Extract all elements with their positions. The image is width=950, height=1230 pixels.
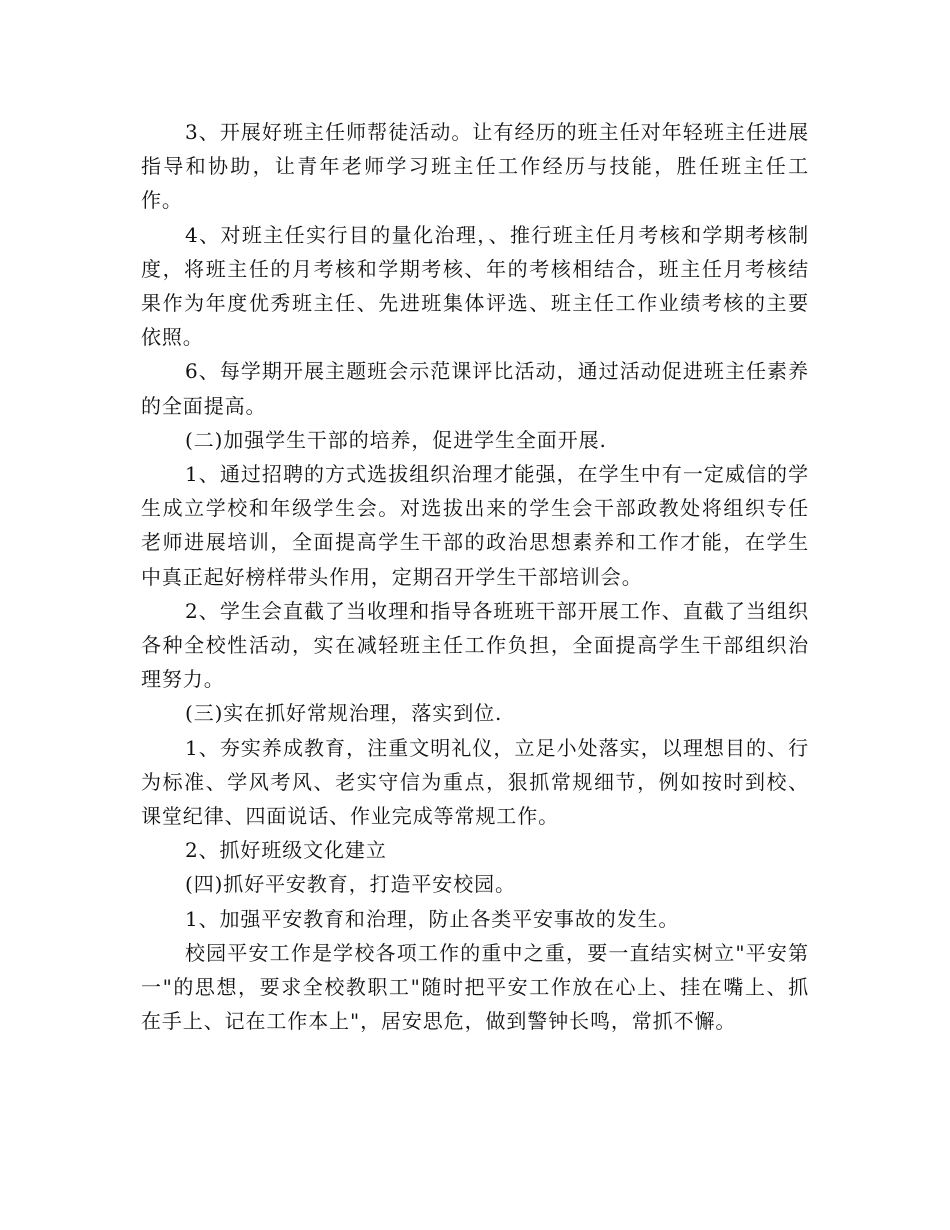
paragraph-student-union-selection: 1、通过招聘的方式选拔组织治理才能强，在学生中有一定威信的学生成立学校和年级学生会。对选拔出来的学生会干部政教处将组织专任老师进展培训，全面提高学生干部的政治思想素养和工作才能，在学生中真正起好榜样带头作用，定期召开学生干部培训会。 — [141, 462, 809, 589]
section-heading-routine-management: (三)实在抓好常规治理，落实到位. — [185, 701, 503, 726]
paragraph-quantified-management: 4、对班主任实行目的量化治理，、推行班主任月考核和学期考核制度，将班主任的月考核和学期考核、年的考核相结合，班主任月考核结果作为年度优秀班主任、先进班集体评选、班主任工作业绩考核的主要依照。 — [141, 222, 809, 350]
paragraph-safety-management: 1、加强平安教育和治理，防止各类平安事故的发生。 — [185, 906, 680, 931]
paragraph-class-culture: 2、抓好班级文化建立 — [185, 838, 387, 863]
paragraph-campus-safety: 校园平安工作是学校各项工作的重中之重，要一直结实树立"平安第一"的思想，要求全校教职工"随时把平安工作放在心上、挂在嘴上、抓在手上、记在工作本上"，居安思危，做到警钟长鸣，常抓不懈。 — [141, 940, 809, 1034]
section-heading-student-leaders: (二)加强学生干部的培养，促进学生全面开展. — [185, 427, 607, 452]
paragraph-class-meeting-contest: 6、每学期开展主题班会示范课评比活动，通过活动促进班主任素养的全面提高。 — [141, 359, 809, 418]
section-heading-safety-education: (四)抓好平安教育，打造平安校园。 — [185, 872, 516, 897]
paragraph-mentorship: 3、开展好班主任师帮徒活动。让有经历的班主任对年轻班主任进展指导和协助，让青年老师学习班主任工作经历与技能，胜任班主任工作。 — [141, 120, 809, 213]
paragraph-habit-education: 1、夯实养成教育，注重文明礼仪，立足小处落实，以理想目的、行为标准、学风考风、老实守信为重点，狠抓常规细节，例如按时到校、课堂纪律、四面说话、作业完成等常规工作。 — [141, 735, 809, 829]
paragraph-student-union-duties: 2、学生会直截了当收理和指导各班班干部开展工作、直截了当组织各种全校性活动，实在减轻班主任工作负担，全面提高学生干部组织治理努力。 — [141, 598, 809, 692]
document-body — [141, 115, 809, 1038]
